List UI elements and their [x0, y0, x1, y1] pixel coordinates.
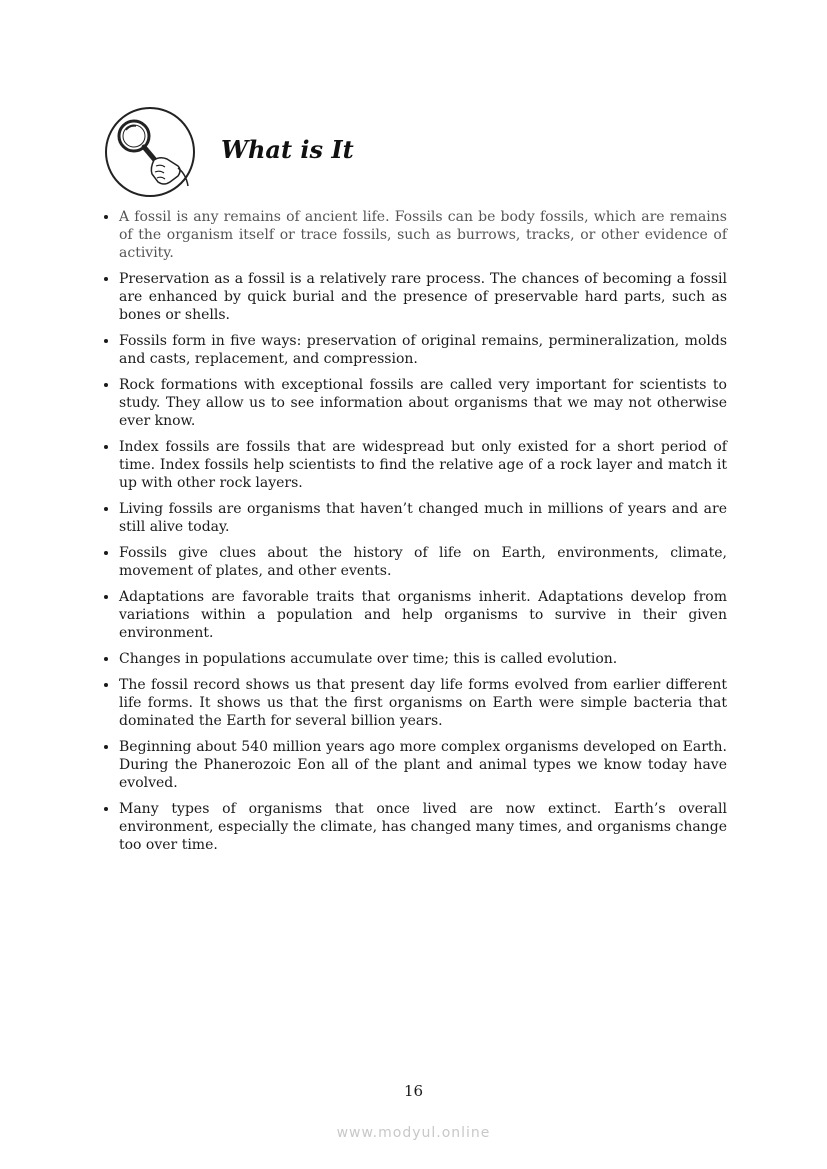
list-item: Rock formations with exceptional fossils are called very important for scientists to study. They allow us to see information about organisms that we may not otherwise ever know.	[119, 377, 727, 429]
list-item: Changes in populations accumulate over time; this is called evolution.	[119, 650, 727, 668]
section-title: What is It	[221, 135, 354, 164]
list-item: Preservation as a fossil is a relatively rare process. The chances of becoming a fossil are enhanced by quick burial and the presence of preservable hard parts, such as bones or shells.	[119, 271, 727, 323]
list-item: Adaptations are favorable traits that organisms inherit. Adaptations develop from variations within a population and help organisms to survive in their given environment.	[119, 589, 727, 641]
list-item: Living fossils are organisms that haven’t changed much in millions of years and are still alive today.	[119, 501, 727, 535]
list-item: The fossil record shows us that present day life forms evolved from earlier different life forms. It shows us that the first organisms on Earth were simple bacteria that dominated the Earth for several billion years.	[119, 677, 727, 729]
magnifying-glass-hand-icon	[104, 106, 196, 198]
page-number: 16	[403, 1082, 424, 1100]
list-item: A fossil is any remains of ancient life. Fossils can be body fossils, which are remains of the organism itself or trace fossils, such as burrows, tracks, or other evidence of activity.	[119, 209, 727, 261]
list-item: Fossils form in five ways: preservation of original remains, permineralization, molds and casts, replacement, and compression.	[119, 333, 727, 367]
list-item: Index fossils are fossils that are widespread but only existed for a short period of time. Index fossils help scientists to find the relative age of a rock layer and match it up with other rock layers.	[119, 439, 727, 491]
watermark: www.modyul.online	[336, 1125, 491, 1141]
list-item: Fossils give clues about the history of life on Earth, environments, climate, movement of plates, and other events.	[119, 545, 727, 579]
bullet-list	[119, 208, 727, 862]
list-item: Many types of organisms that once lived are now extinct. Earth’s overall environment, especially the climate, has changed many times, and organisms change too over time.	[119, 801, 727, 853]
list-item: Beginning about 540 million years ago more complex organisms developed on Earth. During the Phanerozoic Eon all of the plant and animal types we know today have evolved.	[119, 739, 727, 791]
